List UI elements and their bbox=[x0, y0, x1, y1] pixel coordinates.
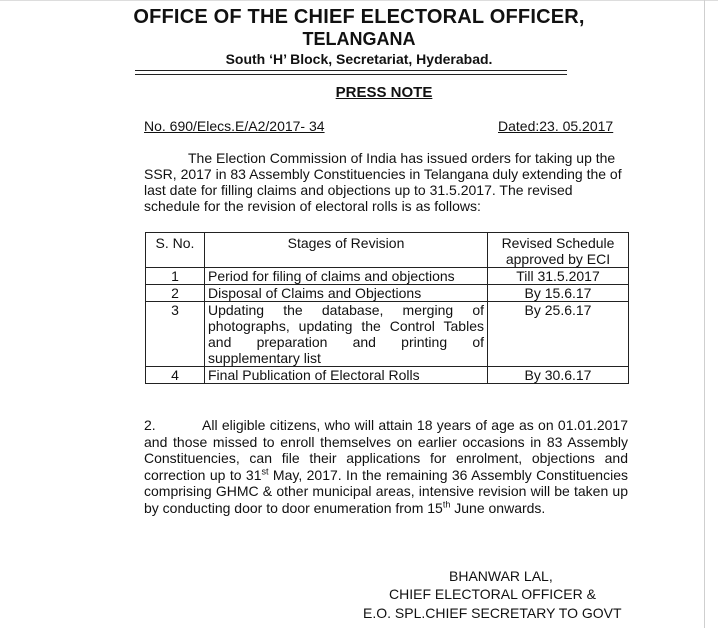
enrolment-paragraph bbox=[144, 417, 628, 516]
page-top-border bbox=[0, 0, 718, 1]
intro-paragraph bbox=[144, 150, 628, 214]
paragraph-text-part1: All eligible citizens, who will attain 18 years of age as on 01.01.2017 and those missed to enroll themselves on earlier occasions in 83 Assembly Constituencies, can file their applications for enrolment, objections and correction up to 31 bbox=[144, 417, 628, 483]
superscript-st: st bbox=[261, 465, 269, 476]
table-header-row bbox=[146, 233, 629, 268]
state-title: TELANGANA bbox=[302, 29, 416, 49]
signatory-designation: E.O. SPL.CHIEF SECRETARY TO GOVT bbox=[363, 605, 622, 621]
superscript-th: th bbox=[442, 498, 451, 509]
header-stages: Stages of Revision bbox=[205, 233, 488, 268]
row-schedule: By 15.6.17 bbox=[488, 285, 629, 302]
table-row bbox=[146, 268, 629, 285]
row-schedule: By 30.6.17 bbox=[488, 367, 629, 384]
paragraph-number: 2. bbox=[144, 417, 156, 433]
row-sno: 3 bbox=[146, 302, 205, 367]
paragraph-text-part2: May, 2017. In the remaining 36 Assembly Constituencies comprising GHMC & other municipal areas, intensive revision will be taken up by conducting door to door enumeration from 15 bbox=[144, 466, 628, 516]
row-sno: 2 bbox=[146, 285, 205, 302]
intro-paragraph-text: The Election Commission of India has issued orders for taking up the SSR, 2017 in 83 Assembly Constituencies in Telangana duly extending the of last date for filling claims and objections up to 31.5.2017. The revised schedule for the revision of electoral rolls is as follows: bbox=[144, 150, 622, 214]
table-row bbox=[146, 302, 629, 367]
header-double-rule bbox=[135, 70, 567, 75]
reference-number: No. 690/Elecs.E/A2/2017- 34 bbox=[144, 118, 325, 134]
press-note-heading: PRESS NOTE bbox=[335, 84, 433, 101]
header-schedule: Revised Schedule approved by ECI bbox=[488, 233, 629, 268]
row-stage: Period for filing of claims and objections bbox=[205, 268, 488, 285]
revision-schedule-table bbox=[145, 232, 629, 384]
row-schedule: By 25.6.17 bbox=[488, 302, 629, 367]
office-address: South ‘H’ Block, Secretariat, Hyderabad. bbox=[225, 51, 493, 67]
row-stage: Final Publication of Electoral Rolls bbox=[205, 367, 488, 384]
row-sno: 1 bbox=[146, 268, 205, 285]
paragraph-text-part3: June onwards. bbox=[450, 499, 546, 516]
row-sno: 4 bbox=[146, 367, 205, 384]
signatory-title: CHIEF ELECTORAL OFFICER & bbox=[389, 586, 596, 602]
row-stage: Updating the database, merging of photographs, updating the Control Tables and preparation and printing of supplementary list bbox=[205, 302, 488, 367]
row-stage: Disposal of Claims and Objections bbox=[205, 285, 488, 302]
signatory-name: BHANWAR LAL, bbox=[449, 568, 553, 584]
office-title: OFFICE OF THE CHIEF ELECTORAL OFFICER, bbox=[133, 6, 585, 28]
date-line: Dated:23. 05.2017 bbox=[498, 118, 614, 134]
row-schedule: Till 31.5.2017 bbox=[488, 268, 629, 285]
header-sno: S. No. bbox=[146, 233, 205, 268]
table-row bbox=[146, 367, 629, 384]
table-row bbox=[146, 285, 629, 302]
